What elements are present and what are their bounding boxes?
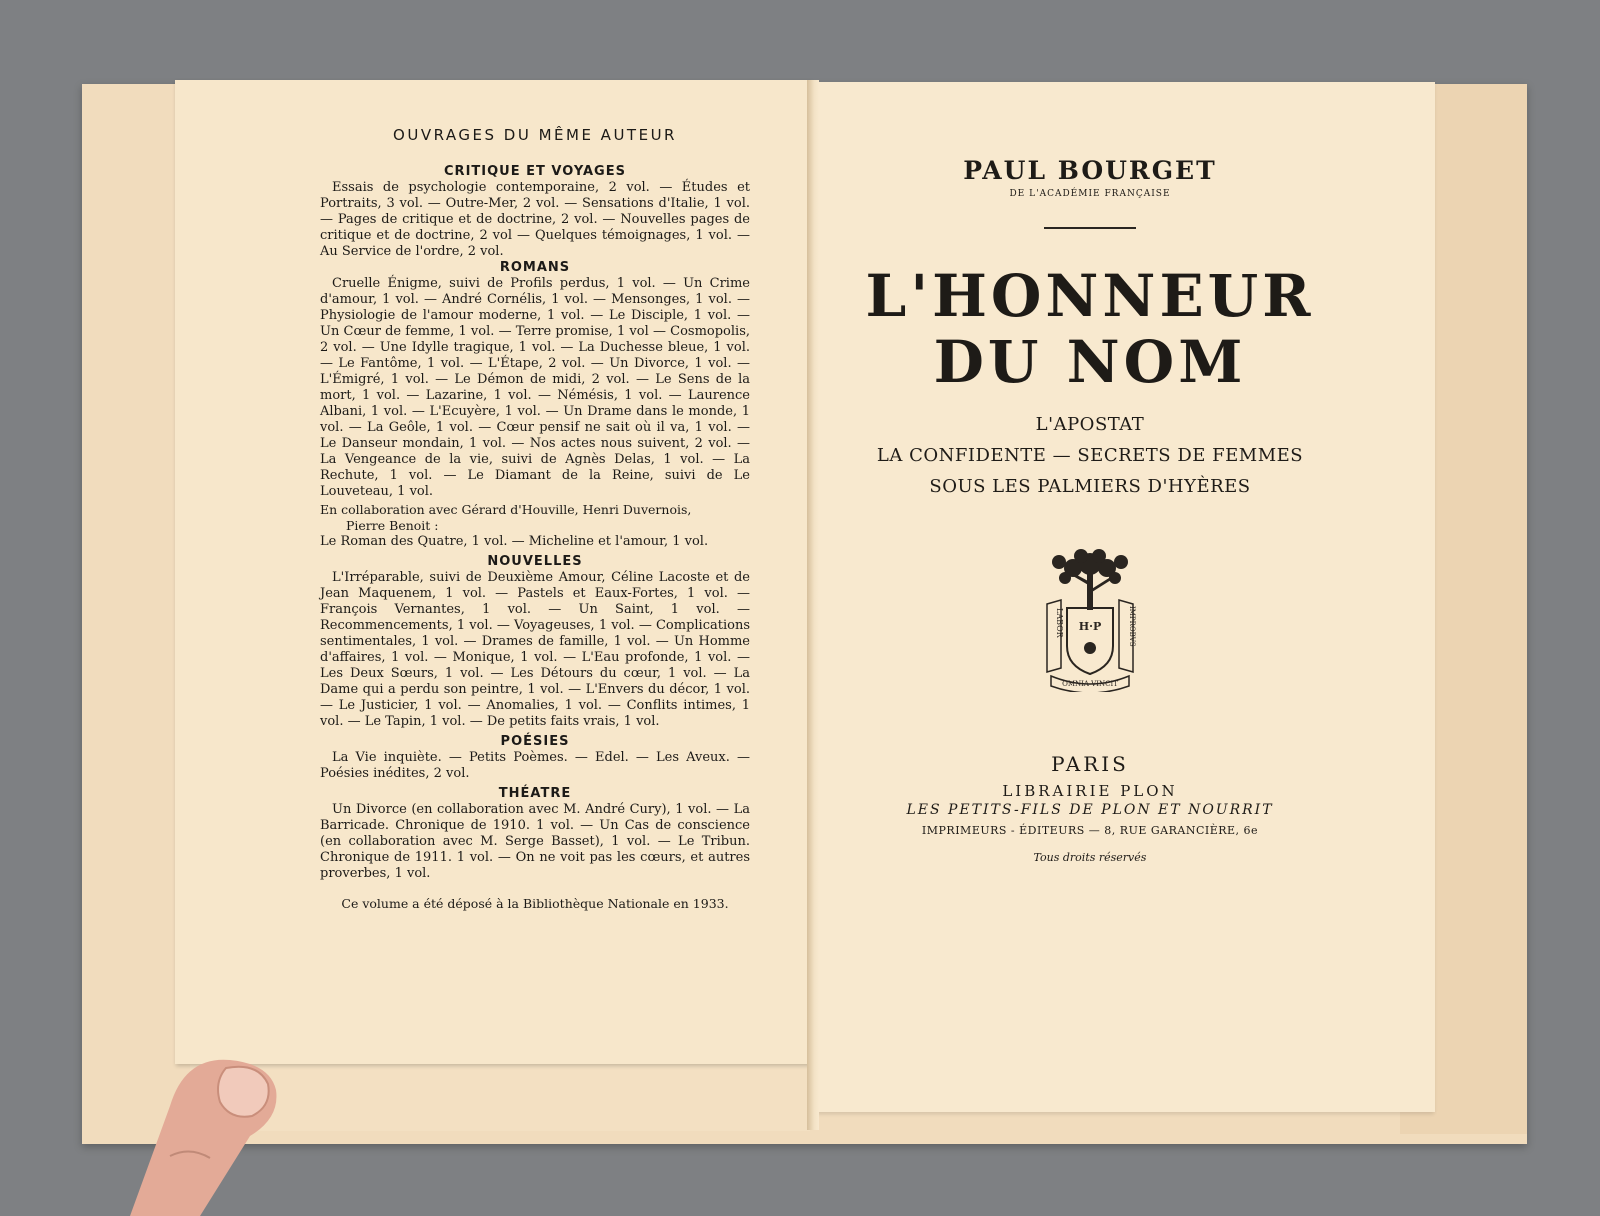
finger-icon <box>130 1046 310 1216</box>
publisher-line-2: LES PETITS-FILS DE PLON ET NOURRIT <box>906 802 1274 818</box>
section-title-nouvelles: NOUVELLES <box>487 554 583 569</box>
section-title-critique: CRITIQUE ET VOYAGES <box>444 164 626 179</box>
section-text-romans: Cruelle Énigme, suivi de Profils perdus, 1 vol. — Un Crime d'amour, 1 vol. — André Cornélis, 1 vol. — Mensonges, 1 vol. — Physiologie de l'amour moderne, 1 vol. — Le Disciple, 1 vol. — Un Cœur de femme, 1 vol. — Terre promise, 1 vol — Cosmopolis, 2 vol. — Une Idylle tragique, 1 vol. — La Duchesse bleue, 1 vol. — Le Fantôme, 1 vol. — L'Étape, 2 vol. — Un Divorce, 1 vol. — L'Émigré, 1 vol. — Le Démon de midi, 2 vol. — Le Sens de la mort, 1 vol. — Lazarine, 1 vol. — Némésis, 1 vol. — Laurence Albani, 1 vol. — L'Ecuyère, 1 vol. — Un Drame dans le monde, 1 vol. — La Geôle, 1 vol. — Cœur pensif ne sait où il va, 1 vol. — Le Danseur mondain, 1 vol. — Nos actes nous suivent, 2 vol. — La Vengeance de la vie, suivi de Agnès Delas, 1 vol. — La Rechute, 1 vol. — Le Diamant de la Reine, suivi de Le Louveteau, 1 vol. <box>320 276 750 499</box>
collab-work: Le Roman des Quatre, 1 vol. — Micheline et l'amour, 1 vol. <box>320 534 709 549</box>
emblem-motto-left: LABOR <box>1055 608 1064 638</box>
publisher-device-icon <box>1037 546 1143 692</box>
rights-notice: Tous droits réservés <box>1033 851 1147 864</box>
subtitle-2: LA CONFIDENTE — SECRETS DE FEMMES <box>876 445 1304 466</box>
works-list <box>320 126 750 925</box>
emblem-motto-bottom: OMNIA VINCIT <box>1062 680 1118 688</box>
publisher-address: IMPRIMEURS - ÉDITEURS — 8, RUE GARANCIÈRE, 6e <box>921 824 1259 837</box>
book-gutter <box>807 80 819 1130</box>
deposit-note: Ce volume a été déposé à la Bibliothèque Nationale en 1933. <box>341 896 729 911</box>
section-text-nouvelles: L'Irréparable, suivi de Deuxième Amour, Céline Lacoste et de Jean Maquenem, 1 vol. — Pastels et Eaux-Fortes, 1 vol. — François Vernantes, 1 vol. — Un Saint, 1 vol. — Recommencements, 1 vol. — Voyageuses, 1 vol. — Complications sentimentales, 1 vol. — Drames de famille, 1 vol. — Un Homme d'affaires, 1 vol. — Monique, 1 vol. — L'Eau profonde, 1 vol. — Les Deux Sœurs, 1 vol. — Les Détours du cœur, 1 vol. — La Dame qui a perdu son peintre, 1 vol. — L'Envers du décor, 1 vol. — Le Justicier, 1 vol. — Anomalies, 1 vol. — Conflits intimes, 1 vol. — Le Tapin, 1 vol. — De petits faits vrais, 1 vol. <box>320 570 750 729</box>
section-text-poesies: La Vie inquiète. — Petits Poèmes. — Edel. — Les Aveux. — Poésies inédites, 2 vol. <box>320 750 750 781</box>
publisher-name: LIBRAIRIE PLON <box>1002 782 1178 800</box>
section-text-critique: Essais de psychologie contemporaine, 2 vol. — Études et Portraits, 3 vol. — Outre-Mer, 2 vol. — Sensations d'Italie, 1 vol. — Pages de critique et de doctrine, 2 vol. — Nouvelles pages de critique et de doctrine, 2 vol — Quelques témoignages, 1 vol. — Au Service de l'ordre, 2 vol. <box>320 180 750 259</box>
collab-line: En collaboration avec Gérard d'Houville, Henri Duvernois, <box>320 502 692 517</box>
emblem-monogram: H·P <box>1078 620 1102 633</box>
subtitle-1: L'APOSTAT <box>1035 414 1145 435</box>
author-name: PAUL BOURGET <box>963 156 1217 185</box>
subtitle-3: SOUS LES PALMIERS D'HYÈRES <box>929 476 1251 497</box>
collab-line-2: Pierre Benoit : <box>346 518 439 533</box>
section-title-romans: ROMANS <box>499 260 571 275</box>
divider-rule <box>1044 227 1136 229</box>
section-title-poesies: POÉSIES <box>500 734 570 749</box>
book-title-line2: DU NOM <box>933 328 1247 396</box>
section-title-theatre: THÉATRE <box>498 786 572 801</box>
author-affiliation: DE L'ACADÉMIE FRANÇAISE <box>1009 189 1171 199</box>
works-header: OUVRAGES DU MÊME AUTEUR <box>393 126 677 144</box>
emblem-motto-right: IMPROBVS <box>1128 606 1136 647</box>
section-text-theatre: Un Divorce (en collaboration avec M. André Cury), 1 vol. — La Barricade. Chronique de 1910. 1 vol. — Un Cas de conscience (en collaboration avec M. Serge Basset), 1 vol. — Le Tribun. Chronique de 1911. 1 vol. — On ne voit pas les cœurs, et autres proverbes, 1 vol. <box>320 802 750 881</box>
book-title-line1: L'HONNEUR <box>865 262 1315 330</box>
publisher-city: PARIS <box>1051 752 1129 776</box>
title-page <box>855 150 1325 864</box>
